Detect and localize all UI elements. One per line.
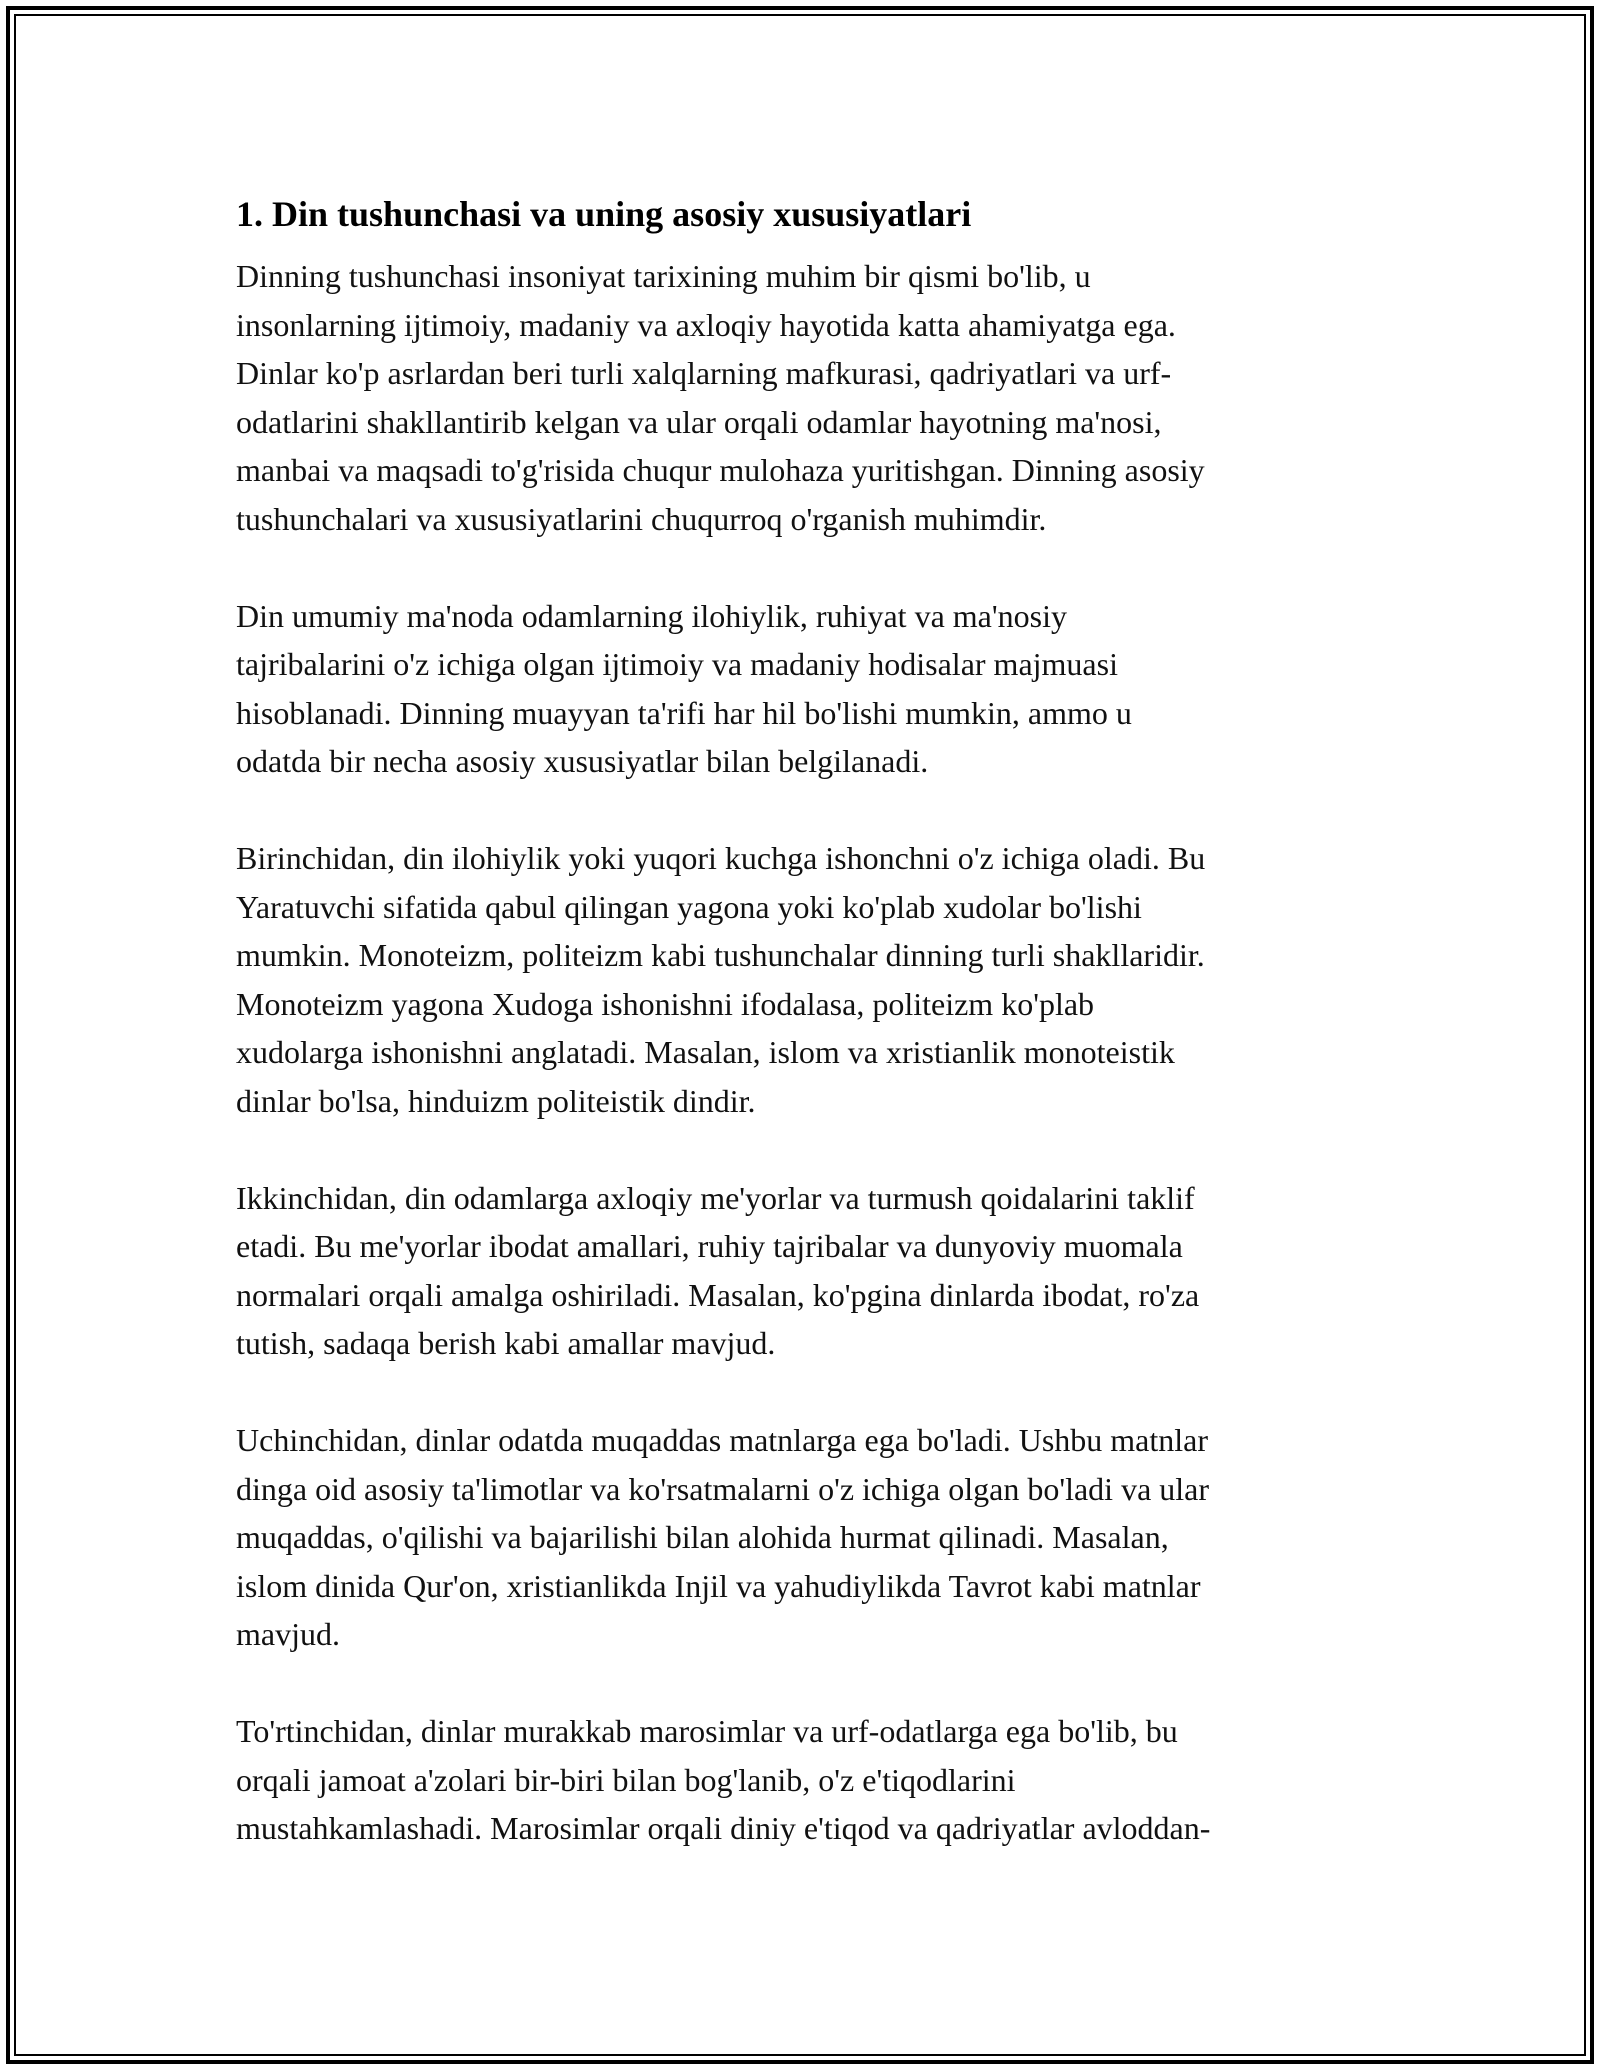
paragraph-line: Dinning tushunchasi insoniyat tarixining muhim bir qismi bo'lib, u (236, 258, 1091, 294)
paragraph-line: Din umumiy ma'noda odamlarning ilohiylik, ruhiyat va ma'nosiy (236, 597, 1067, 634)
paragraph-line: mavjud. (236, 1616, 340, 1652)
paragraph-line: islom dinida Qur'on, xristianlikda Injil va yahudiylikda Tavrot kabi matnlar (236, 1567, 1201, 1604)
paragraph-line: Uchinchidan, dinlar odatda muqaddas matnlarga ega bo'ladi. Ushbu matnlar (236, 1422, 1208, 1458)
paragraph-line: mustahkamlashadi. Marosimlar orqali diniy e'tiqod va qadriyatlar avloddan- (236, 1810, 1211, 1846)
paragraph-line: xudolarga ishonishni anglatadi. Masalan, islom va xristianlik monoteistik (236, 1034, 1175, 1070)
paragraph-6 (236, 1707, 1364, 1853)
paragraph-5 (236, 1416, 1364, 1659)
paragraph-line: manbai va maqsadi to'g'risida chuqur mulohaza yuritishgan. Dinning asosiy (236, 452, 1205, 488)
paragraph-line: To'rtinchidan, dinlar murakkab marosimlar va urf-odatlarga ega bo'lib, bu (236, 1713, 1178, 1749)
section-heading: 1. Din tushunchasi va uning asosiy xususiyatlari (236, 194, 972, 234)
paragraph-1 (236, 252, 1364, 543)
paragraph-4 (236, 1174, 1364, 1368)
paragraph-line: odatlarini shakllantirib kelgan va ular orqali odamlar hayotning ma'nosi, (236, 403, 1162, 440)
paragraph-line: Dinlar ko'p asrlardan beri turli xalqlarning mafkurasi, qadriyatlari va urf- (236, 355, 1172, 391)
paragraph-line: tutish, sadaqa berish kabi amallar mavjud. (236, 1325, 776, 1361)
paragraph-2 (236, 592, 1364, 786)
paragraph-line: dinga oid asosiy ta'limotlar va ko'rsatmalarni o'z ichiga olgan bo'ladi va ular (236, 1470, 1210, 1507)
paragraph-line: tushunchalari va xususiyatlarini chuqurroq o'rganish muhimdir. (236, 500, 1047, 537)
paragraph-line: Ikkinchidan, din odamlarga axloqiy me'yorlar va turmush qoidalarini taklif (236, 1179, 1195, 1216)
paragraph-line: hisoblanadi. Dinning muayyan ta'rifi har hil bo'lishi mumkin, ammo u (236, 694, 1132, 731)
paragraph-line: insonlarning ijtimoiy, madaniy va axloqiy hayotida katta ahamiyatga ega. (236, 306, 1176, 343)
paragraph-line: odatda bir necha asosiy xususiyatlar bilan belgilanadi. (236, 743, 929, 779)
paragraph-line: normalari orqali amalga oshiriladi. Masalan, ko'pgina dinlarda ibodat, ro'za (236, 1276, 1200, 1313)
paragraph-line: Monoteizm yagona Xudoga ishonishni ifodalasa, politeizm ko'plab (236, 985, 1095, 1022)
paragraph-line: dinlar bo'lsa, hinduizm politeistik dindir. (236, 1082, 756, 1119)
paragraph-line: Yaratuvchi sifatida qabul qilingan yagona yoki ko'plab xudolar bo'lishi (236, 888, 1142, 925)
paragraph-line: muqaddas, o'qilishi va bajarilishi bilan alohida hurmat qilinadi. Masalan, (236, 1519, 1169, 1555)
paragraph-line: orqali jamoat a'zolari bir-biri bilan bog'lanib, o'z e'tiqodlarini (236, 1761, 1016, 1798)
paragraph-line: Birinchidan, din ilohiylik yoki yuqori kuchga ishonchni o'z ichiga oladi. Bu (236, 840, 1206, 876)
document-body (236, 186, 1364, 1901)
paragraph-line: tajribalarini o'z ichiga olgan ijtimoiy va madaniy hodisalar majmuasi (236, 646, 1118, 682)
paragraph-line: etadi. Bu me'yorlar ibodat amallari, ruhiy tajribalar va dunyoviy muomala (236, 1228, 1183, 1264)
paragraph-3 (236, 834, 1364, 1125)
paragraph-line: mumkin. Monoteizm, politeizm kabi tushunchalar dinning turli shakllaridir. (236, 937, 1205, 973)
